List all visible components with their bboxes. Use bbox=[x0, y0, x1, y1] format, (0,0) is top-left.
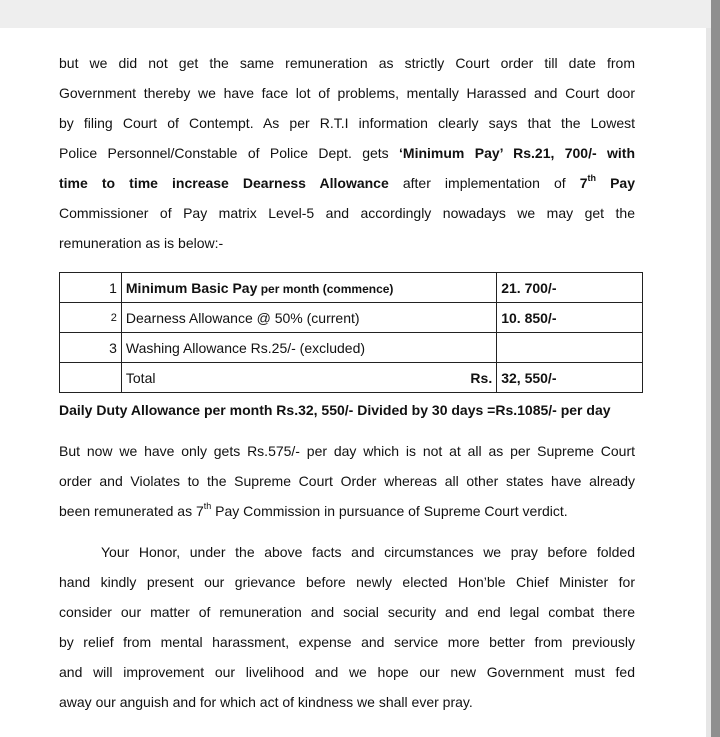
text-line: remuneration as is below:- bbox=[59, 235, 224, 251]
text-line: Your Honor, under the above facts and circumstances we pray before folded bbox=[101, 544, 635, 560]
text-line: away our anguish and for which act of kindness we shall ever pray. bbox=[59, 694, 473, 710]
total-currency: Rs. bbox=[470, 369, 493, 386]
text-line bbox=[59, 138, 635, 168]
row-number: 3 bbox=[60, 333, 122, 363]
text-line: and will improvement our livelihood and we hope our new Government must fed bbox=[59, 664, 635, 680]
text-line: been remunerated as 7th Pay Commission in pursuance of Supreme Court verdict. bbox=[59, 501, 568, 519]
text-run: after implementation of bbox=[388, 175, 580, 191]
table-row bbox=[60, 273, 643, 303]
row-number: 1 bbox=[60, 273, 122, 303]
dearness-allowance-text: time to time increase Dearness Allowance bbox=[59, 175, 389, 191]
row-description: Dearness Allowance @ 50% (current) bbox=[121, 303, 496, 333]
total-label-cell bbox=[121, 363, 496, 393]
total-amount: 32, 550/- bbox=[497, 363, 643, 393]
vertical-scrollbar[interactable] bbox=[711, 0, 720, 737]
text-line: but we did not get the same remuneration as strictly Court order till date from bbox=[59, 55, 635, 71]
table-row bbox=[60, 333, 643, 363]
table-row bbox=[60, 303, 643, 333]
minimum-pay-text: ‘Minimum Pay’ Rs.21, 700/- with bbox=[399, 145, 635, 161]
total-label: Total bbox=[125, 369, 156, 386]
text-run: Police Personnel/Constable of Police Dept. gets bbox=[59, 145, 400, 161]
row-description: Minimum Basic Pay per month (commence) bbox=[121, 273, 496, 303]
table-total-row bbox=[60, 363, 643, 393]
text-line: hand kindly present our grievance before newly elected Hon’ble Chief Minister for bbox=[59, 574, 635, 590]
remuneration-table bbox=[59, 272, 643, 393]
text-line: by relief from mental harassment, expense and service more better from previously bbox=[59, 634, 635, 650]
pay-commission-number: 7th Pay bbox=[579, 173, 635, 191]
text-line: consider our matter of remuneration and social security and end legal combat there bbox=[59, 604, 635, 620]
paragraph-remuneration bbox=[59, 48, 635, 258]
row-amount: 21. 700/- bbox=[497, 273, 643, 303]
row-description: Washing Allowance Rs.25/- (excluded) bbox=[121, 333, 496, 363]
viewer-top-bar bbox=[0, 0, 720, 28]
row-amount bbox=[497, 333, 643, 363]
text-line: But now we have only gets Rs.575/- per day which is not at all as per Supreme Court bbox=[59, 443, 635, 459]
text-line: Commissioner of Pay matrix Level-5 and accordingly nowadays we may get the bbox=[59, 205, 635, 221]
daily-allowance-line: Daily Duty Allowance per month Rs.32, 550/- Divided by 30 days =Rs.1085/- per day bbox=[59, 402, 611, 418]
text-line: Government thereby we have face lot of problems, mentally Harassed and Court door bbox=[59, 85, 635, 101]
row-amount: 10. 850/- bbox=[497, 303, 643, 333]
text-line: order and Violates to the Supreme Court Order whereas all other states have already bbox=[59, 473, 635, 489]
row-number: 2 bbox=[60, 303, 122, 333]
paragraph-prayer bbox=[59, 537, 635, 717]
text-line bbox=[59, 168, 635, 198]
text-line: by filing Court of Contempt. As per R.T.I information clearly says that the Lowest bbox=[59, 115, 635, 131]
paragraph-current-pay bbox=[59, 436, 635, 526]
row-number bbox=[60, 363, 122, 393]
